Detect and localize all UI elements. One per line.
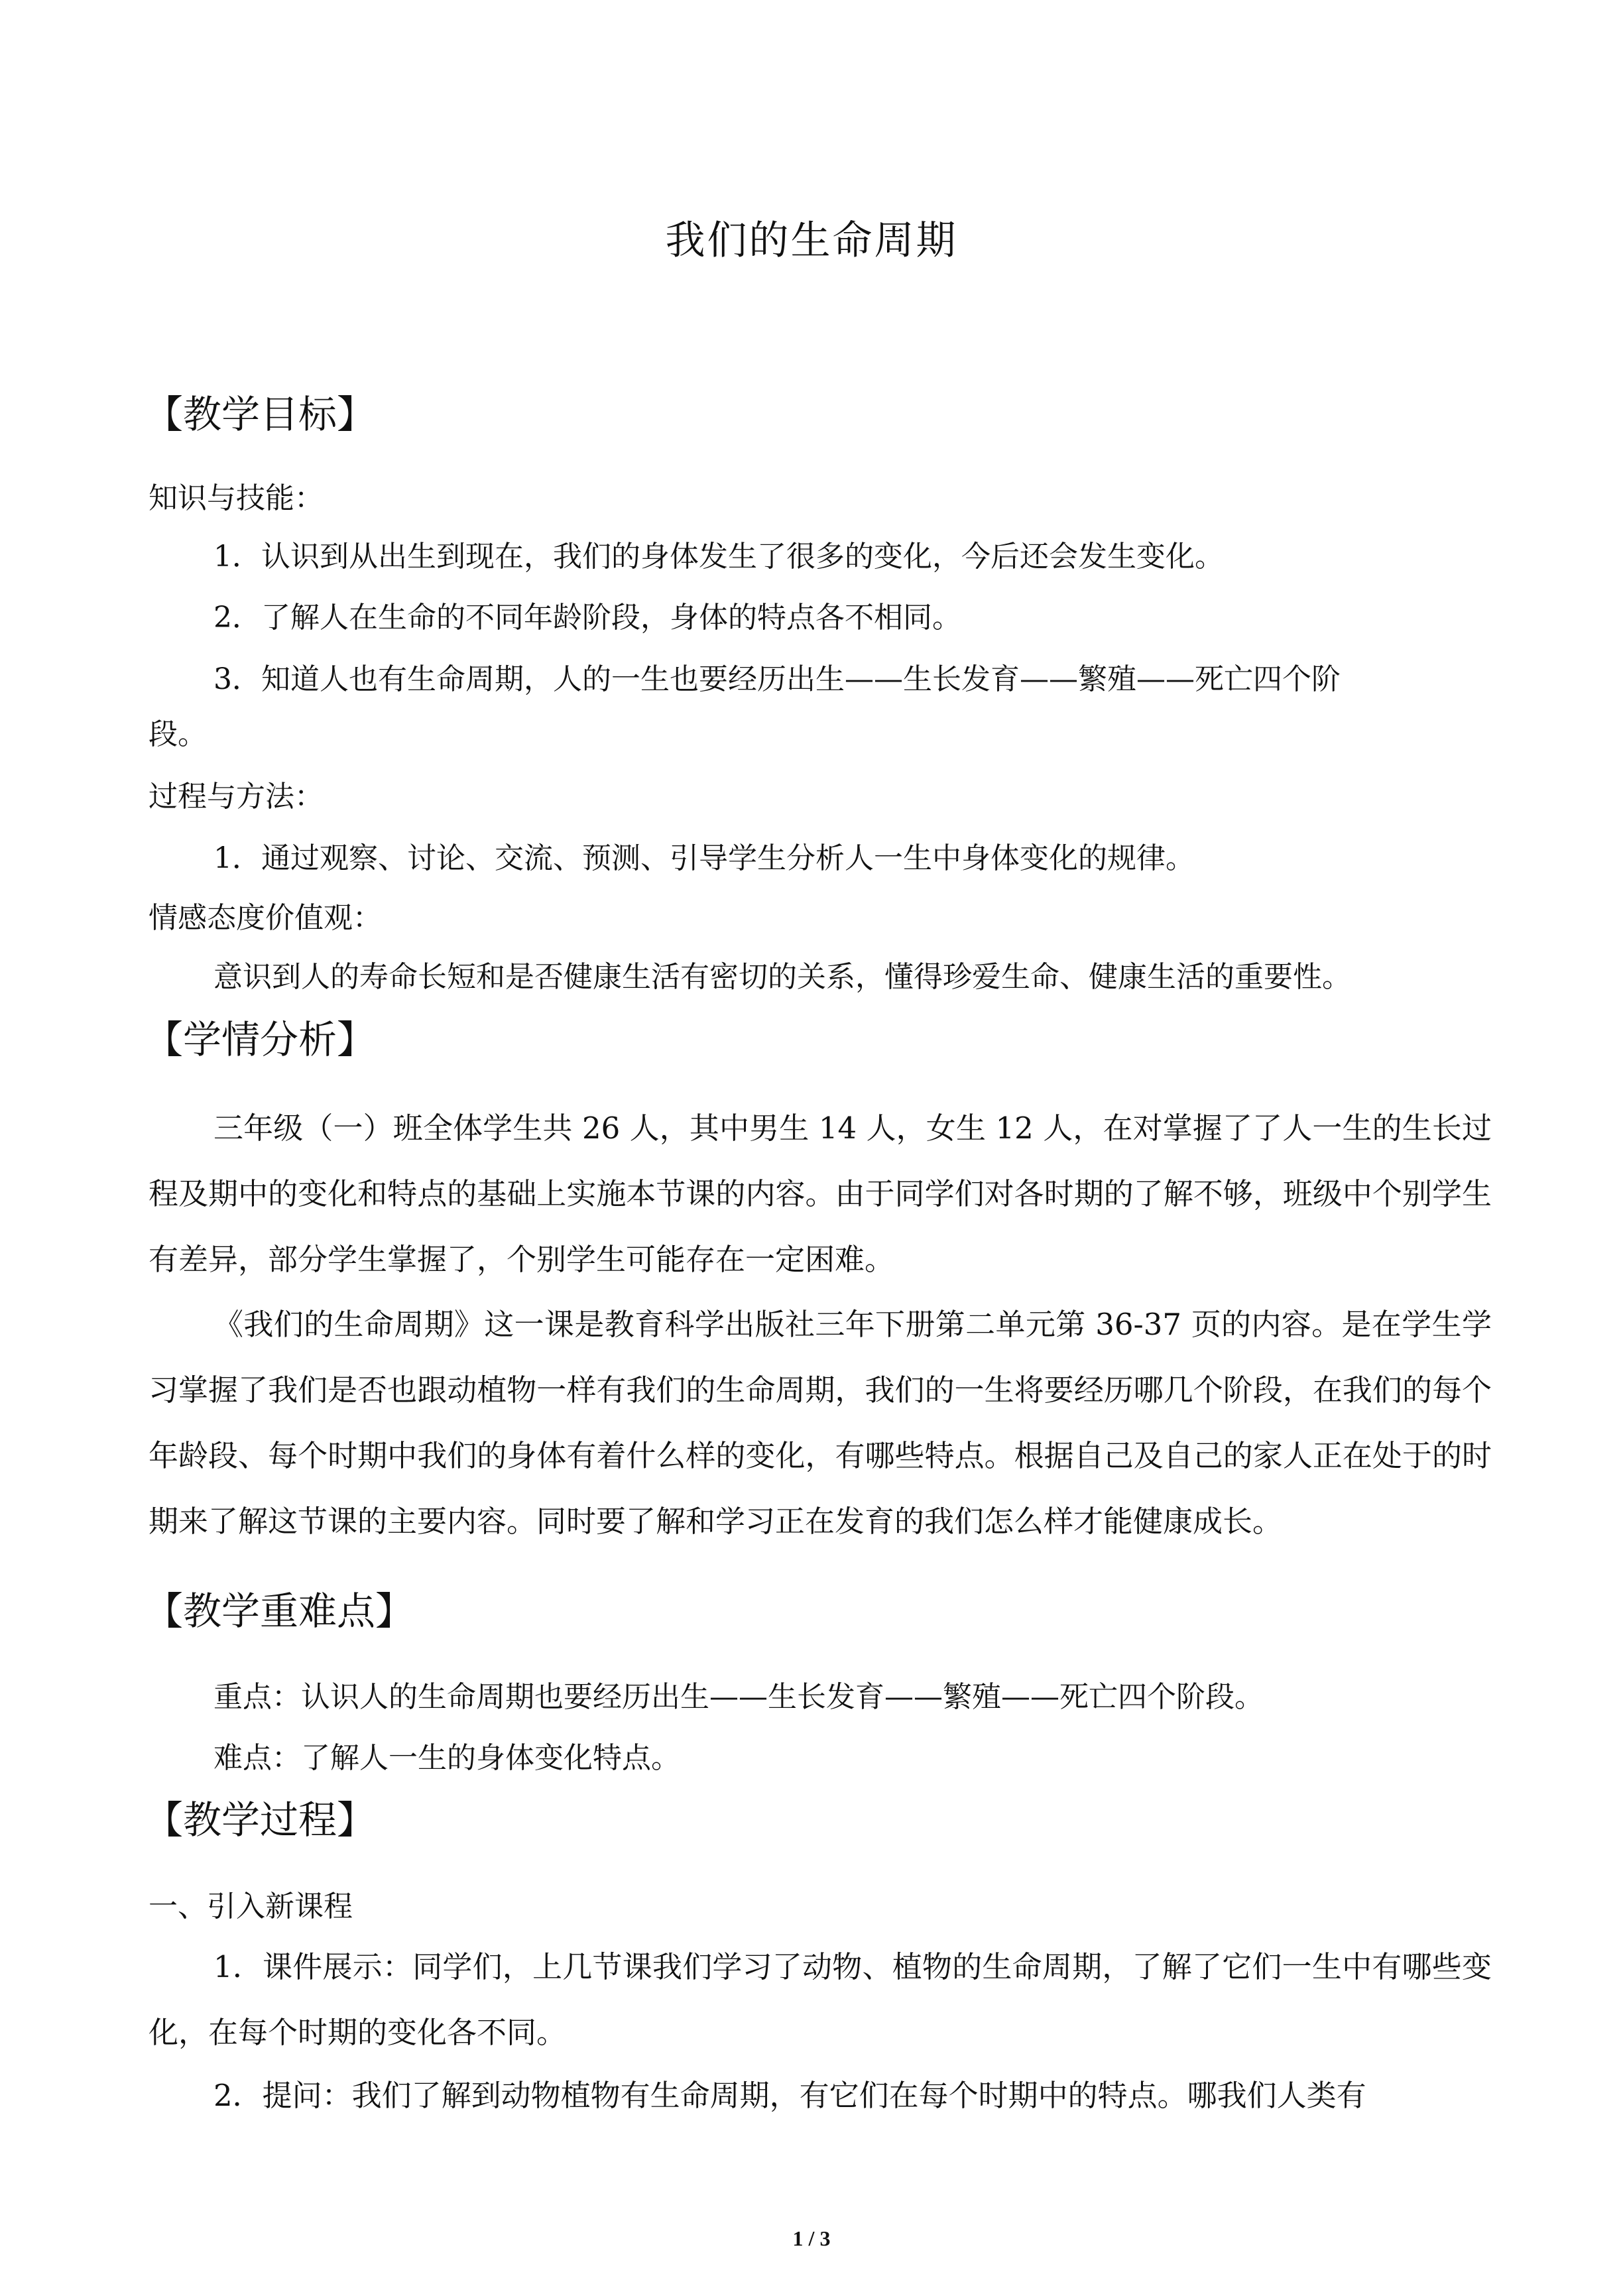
page-title: 我们的生命周期 (665, 217, 958, 264)
analysis-paragraph-1: 三年级（一）班全体学生共 26 人，其中男生 14 人，女生 12 人，在对掌握了了人一生的生长过程及期中的变化和特点的基础上实施本节课的内容。由于同学们对各时期的了解不够，班级中个别学生有差异，部分学生掌握了，个别学生可能存在一定困难。 (149, 1111, 1492, 1277)
emotion-item-1: 意识到人的寿命长短和是否健康生活有密切的关系，懂得珍爱生命、健康生活的重要性。 (213, 960, 1351, 994)
page-number: 1 / 3 (792, 2226, 831, 2250)
heading-process: 【教学过程】 (145, 1797, 376, 1843)
knowledge-item-2: 2．了解人在生命的不同年龄阶段，身体的特点各不相同。 (213, 601, 961, 634)
process-paragraph-1: 1．课件展示：同学们，上几节课我们学习了动物、植物的生命周期，了解了它们一生中有哪些变化，在每个时期的变化各不同。 (149, 1949, 1492, 2050)
heading-key-points: 【教学重难点】 (145, 1589, 414, 1634)
heading-analysis: 【学情分析】 (145, 1017, 376, 1062)
heading-objectives: 【教学目标】 (145, 392, 376, 437)
knowledge-item-1: 1．认识到从出生到现在，我们的身体发生了很多的变化，今后还会发生变化。 (213, 540, 1224, 574)
process-item-1: 1．通过观察、讨论、交流、预测、引导学生分析人一生中身体变化的规律。 (213, 841, 1195, 875)
label-emotion: 情感态度价值观： (149, 901, 382, 935)
key-point-main: 重点：认识人的生命周期也要经历出生——生长发育——繁殖——死亡四个阶段。 (213, 1680, 1264, 1714)
label-process: 过程与方法： (149, 780, 324, 814)
knowledge-item-3: 3．知道人也有生命周期，人的一生也要经历出生——生长发育——繁殖——死亡四个阶 (213, 662, 1341, 696)
knowledge-item-3-cont: 段。 (149, 717, 207, 751)
analysis-paragraph-2: 《我们的生命周期》这一课是教育科学出版社三年下册第二单元第 36-37 页的内容。是在学生学习掌握了我们是否也跟动植物一样有我们的生命周期，我们的一生将要经历哪几个阶段，在我们的每个年龄段、每个时期中我们的身体有着什么样的变化，有哪些特点。根据自己及自己的家人正在处于的时期来了解这节课的主要内容。同时要了解和学习正在发育的我们怎么样才能健康成长。 (149, 1307, 1492, 1539)
process-step-label: 一、引入新课程 (149, 1890, 353, 1923)
label-knowledge: 知识与技能： (149, 481, 324, 515)
process-paragraph-2: 2．提问：我们了解到动物植物有生命周期，有它们在每个时期中的特点。哪我们人类有 (213, 2078, 1366, 2113)
key-point-difficulty: 难点：了解人一生的身体变化特点。 (213, 1741, 680, 1775)
